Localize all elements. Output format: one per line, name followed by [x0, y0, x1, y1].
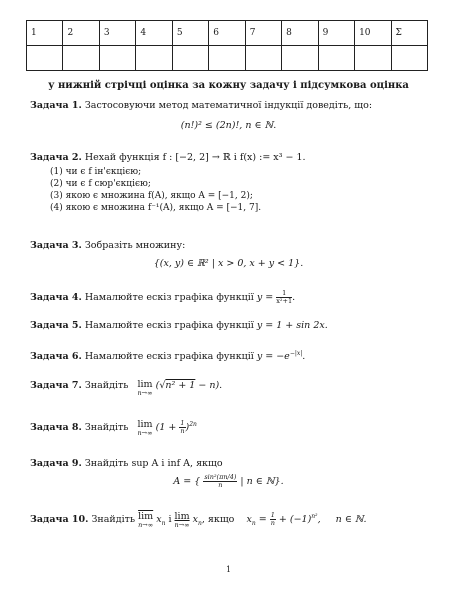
- problem-8-math: (1 + $\frac{1}{n}$ )$^{2n}$: [155, 419, 197, 435]
- problem-5-math: y = 1 + sin 2x.: [256, 320, 328, 331]
- score-cell[interactable]: [245, 46, 281, 71]
- problem-label: Задача 4.: [30, 292, 82, 303]
- score-cell[interactable]: [209, 46, 245, 71]
- score-cell[interactable]: [27, 46, 63, 71]
- problem-5: [30, 320, 328, 331]
- score-cell[interactable]: [355, 46, 391, 71]
- problem-6: [30, 350, 305, 362]
- problem-2-item: (4) якою є множина f⁻¹(A), якщо A = [−1, 7].: [50, 203, 262, 213]
- problem-7: [30, 380, 222, 398]
- problem-3: [30, 240, 185, 251]
- problem-2-item: (1) чи є f ін'єкцією;: [50, 167, 142, 177]
- problem-text: Намалюйте ескіз графіка функції: [84, 351, 254, 363]
- problem-10-math: $x_n$ = $\frac{1}{n}$ + $(-1)^{n^2}$, n ∈ ℕ.: [246, 511, 367, 527]
- problem-9: [30, 458, 223, 469]
- grade-table-score-row: [27, 46, 428, 71]
- score-cell[interactable]: [99, 46, 135, 71]
- grade-table: [26, 20, 428, 71]
- score-cell-total[interactable]: [391, 46, 427, 71]
- grade-header-cell: 9: [318, 21, 354, 46]
- problem-text: Знайдіть: [84, 380, 129, 391]
- problem-1-formula: (n!)² ≤ (2n)!, n ∈ ℕ.: [180, 120, 277, 131]
- limit-operator: lim n→∞: [137, 419, 153, 437]
- problem-text: Знайдіть sup A і inf A, якщо: [84, 458, 223, 469]
- grade-header-cell: 6: [209, 21, 245, 46]
- grade-header-cell: 1: [27, 21, 63, 46]
- problem-text: Знайдіть: [84, 422, 129, 433]
- grade-header-cell: 8: [282, 21, 318, 46]
- problem-text: Застосовуючи метод математичної індукції доведіть, що:: [84, 100, 373, 111]
- problem-label: Задача 7.: [30, 380, 82, 391]
- grade-header-cell: 5: [172, 21, 208, 46]
- grade-header-cell: 3: [99, 21, 135, 46]
- problem-4-math: y =: [256, 292, 274, 303]
- problem-4-fraction: $\frac{1}{\text{x²+1}}$: [276, 289, 293, 305]
- limit-operator: lim n→∞: [137, 379, 153, 397]
- problem-text: Намалюйте ескіз графіка функції: [84, 320, 254, 331]
- grade-header-cell: 7: [245, 21, 281, 46]
- problem-label: Задача 2.: [30, 152, 82, 163]
- grade-header-cell-total: Σ: [391, 21, 427, 46]
- problem-label: Задача 6.: [30, 351, 82, 363]
- problem-label: Задача 1.: [30, 100, 82, 111]
- problem-label: Задача 8.: [30, 422, 82, 433]
- problem-2-item: (2) чи є f сюр'єкцією;: [50, 179, 151, 189]
- problem-4: Задача 4. Намалюйте ескіз графіка функції y = $\frac{1}{\text{x²+1}}$ .: [30, 289, 296, 305]
- problem-3-formula: {(x, y) ∈ ℝ² | x > 0, x + y < 1}.: [153, 258, 304, 269]
- problem-text: Нехай функція f : [−2, 2] → ℝ і f(x) := x³ − 1.: [84, 152, 306, 163]
- problem-10: Задача 10. Знайдіть $\overline{lim}$ n→∞ $x_n$ і lim n→∞ $x_n$, якщо $x_n$ = $\frac{1}{n}$ + $(-1)^{n^2}$, n ∈ ℕ.: [30, 511, 367, 529]
- score-cell[interactable]: [318, 46, 354, 71]
- problem-label: Задача 9.: [30, 458, 82, 469]
- problem-2-items: [50, 166, 261, 214]
- liminf-operator: lim n→∞: [174, 511, 190, 529]
- problem-label: Задача 10.: [30, 514, 89, 525]
- table-caption: у нижній стрічці оцінка за кожну задачу і підсумкова оцінка: [48, 80, 409, 91]
- page-number: 1: [225, 565, 232, 574]
- problem-6-math: $y = -e^{-|x|}$.: [256, 350, 306, 363]
- score-cell[interactable]: [136, 46, 172, 71]
- grade-header-cell: 4: [136, 21, 172, 46]
- problem-text: Знайдіть: [91, 514, 136, 525]
- grade-header-cell: 10: [355, 21, 391, 46]
- problem-text: Намалюйте ескіз графіка функції: [84, 292, 254, 303]
- score-cell[interactable]: [172, 46, 208, 71]
- problem-label: Задача 5.: [30, 320, 82, 331]
- score-cell[interactable]: [282, 46, 318, 71]
- limsup-operator: $\overline{lim}$ n→∞: [138, 511, 154, 529]
- problem-label: Задача 3.: [30, 240, 82, 251]
- problem-1: [30, 100, 372, 111]
- problem-text: Зобразіть множину:: [84, 240, 186, 251]
- grade-table-header-row: [27, 21, 428, 46]
- score-cell[interactable]: [63, 46, 99, 71]
- problem-7-math: (√n² + 1 − n).: [155, 380, 223, 391]
- problem-9-formula: A = { $\frac{\text{sin²(πn/4)}}{n}$ | n ∈ ℕ}.: [173, 473, 284, 489]
- problem-2: [30, 152, 306, 163]
- problem-8: [30, 420, 197, 438]
- problem-2-item: (3) якою є множина f(A), якщо A = [−1, 2);: [50, 191, 253, 201]
- grade-header-cell: 2: [63, 21, 99, 46]
